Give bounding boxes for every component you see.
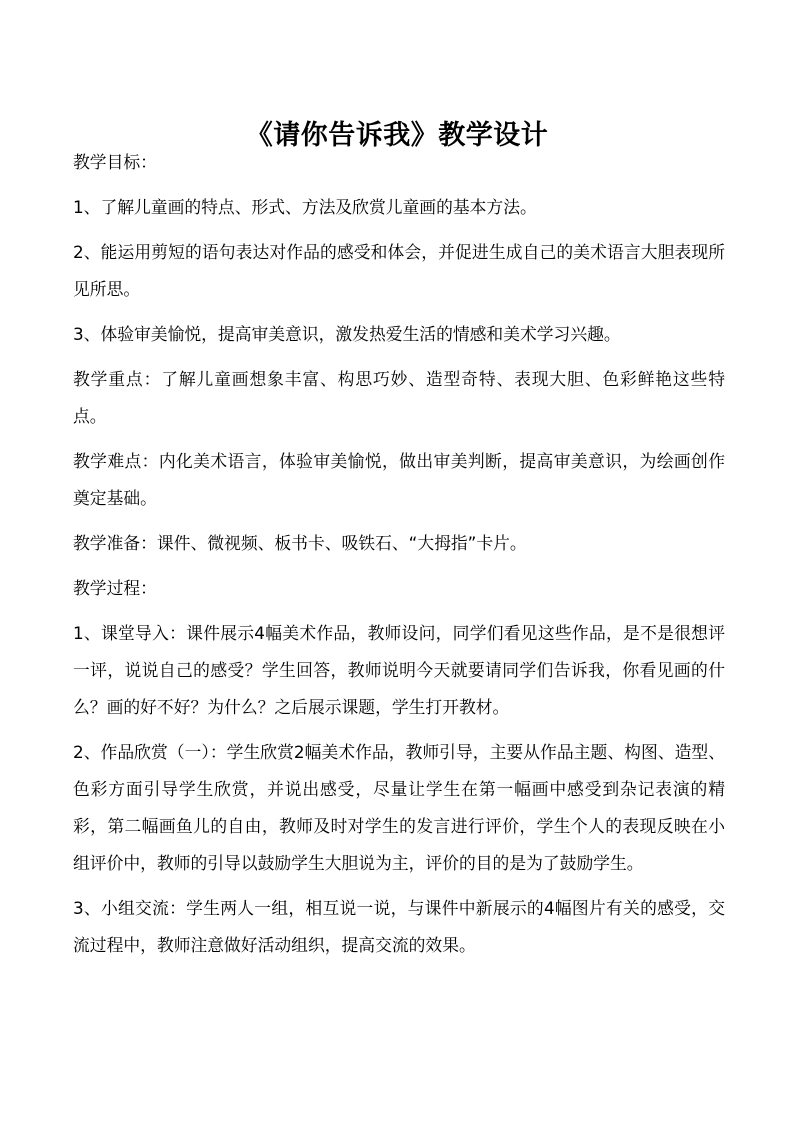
objective-item-1: 1、了解儿童画的特点、形式、方法及欣赏儿童画的基本方法。 [73,197,537,217]
teaching-key-points: 教学重点：了解儿童画想象丰富、构思巧妙、造型奇特、表现大胆、色彩鲜艳这些特点。 [73,369,725,426]
page-title: 《请你告诉我》教学设计 [245,120,549,152]
document-body [73,144,725,964]
section-heading-objectives: 教学目标： [73,152,157,172]
objective-item-3: 3、体验审美愉悦，提高审美意识，激发热爱生活的情感和美术学习兴趣。 [73,324,621,344]
process-step-3: 3、小组交流：学生两人一组，相互说一说，与课件中新展示的4幅图片有关的感受，交流过程中，教师注意做好活动组织，提高交流的效果。 [73,898,725,955]
objective-item-2: 2、能运用剪短的语句表达对作品的感受和体会，并促进生成自己的美术语言大胆表现所见所思。 [73,242,725,299]
section-heading-process: 教学过程： [73,578,157,598]
teaching-difficulties: 教学难点：内化美术语言，体验审美愉悦，做出审美判断，提高审美意识，为绘画创作奠定基础。 [73,451,725,508]
process-step-1: 1、课堂导入：课件展示4幅美术作品，教师设问，同学们看见这些作品，是不是很想评一评，说说自己的感受？学生回答，教师说明今天就要请同学们告诉我，你看见画的什么？画的好不好？为什么？之后展示课题，学生打开教材。 [73,623,725,717]
process-step-2: 2、作品欣赏（一）：学生欣赏2幅美术作品，教师引导，主要从作品主题、构图、造型、色彩方面引导学生欣赏，并说出感受，尽量让学生在第一幅画中感受到杂记表演的精彩，第二幅画鱼儿的自由，教师及时对学生的发言进行评价，学生个人的表现反映在小组评价中，教师的引导以鼓励学生大胆说为主，评价的目的是为了鼓励学生。 [73,742,725,873]
teaching-preparation: 教学准备：课件、微视频、板书卡、吸铁石、“大拇指”卡片。 [73,533,527,553]
